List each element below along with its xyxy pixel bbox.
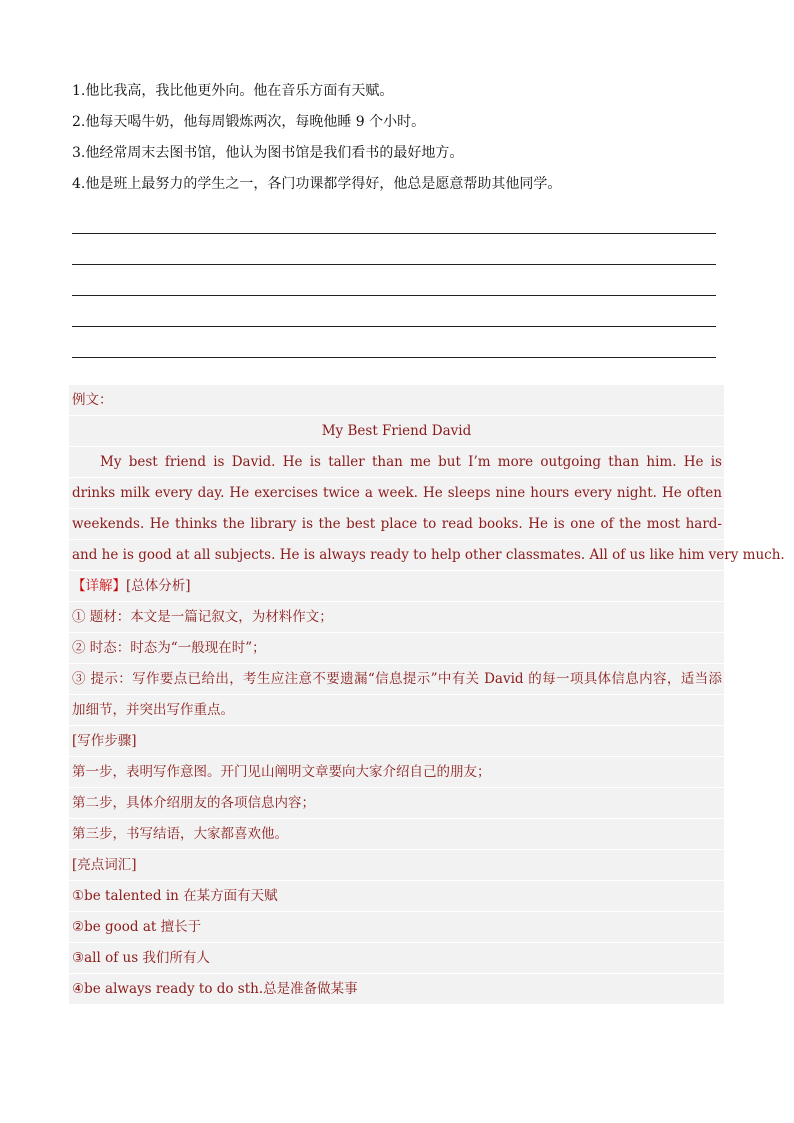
writing-line[interactable] [72, 327, 716, 358]
prompt-item-1: 1.他比我高，我比他更外向。他在音乐方面有天赋。 [72, 83, 394, 99]
vocab-item-2: ②be good at 擅长于 [69, 912, 724, 943]
step-3: 第三步，书写结语，大家都喜欢他。 [69, 819, 724, 850]
analysis-item-3: ③ 提示：写作要点已给出，考生应注意不要遗漏“信息提示”中有关 David 的每一项具体信息内容，适当添 [69, 664, 724, 695]
vocab-heading: [亮点词汇] [69, 850, 724, 881]
prompt-list [72, 76, 722, 200]
writing-line[interactable] [72, 265, 716, 296]
essay-title: My Best Friend David [69, 416, 724, 447]
vocab-item-1: ①be talented in 在某方面有天赋 [69, 881, 724, 912]
essay-line-4: and he is good at all subjects. He is always ready to help other classmates. All of us like him very much. [69, 540, 724, 571]
steps-heading: [写作步骤] [69, 726, 724, 757]
vocab-item-4: ④be always ready to do sth.总是准备做某事 [69, 974, 724, 1005]
essay-line-1: My best friend is David. He is taller than me but I’m more outgoing than him. He is [69, 447, 724, 478]
analysis-item-2: ② 时态：时态为“一般现在时”； [69, 633, 724, 664]
prompt-item-2: 2.他每天喝牛奶，他每周锻炼两次，每晚他睡 9 个小时。 [72, 114, 426, 130]
vocab-item-3: ③all of us 我们所有人 [69, 943, 724, 974]
writing-lines [72, 203, 716, 389]
detail-heading-row [69, 571, 724, 602]
writing-line[interactable] [72, 203, 716, 234]
answer-section [69, 385, 785, 1005]
essay-line-2: drinks milk every day. He exercises twice a week. He sleeps nine hours every night. He often [69, 478, 724, 509]
prompt-item-3: 3.他经常周末去图书馆，他认为图书馆是我们看书的最好地方。 [72, 145, 464, 161]
overall-heading: [总体分析] [126, 578, 191, 594]
example-label: 例文： [69, 385, 724, 416]
detail-tag: 【详解】 [72, 578, 126, 594]
essay-line-3: weekends. He thinks the library is the best place to read books. He is one of the most hard- [69, 509, 724, 540]
step-2: 第二步，具体介绍朋友的各项信息内容； [69, 788, 724, 819]
analysis-item-3-cont: 加细节，并突出写作重点。 [69, 695, 724, 726]
prompt-item-4: 4.他是班上最努力的学生之一，各门功课都学得好，他总是愿意帮助其他同学。 [72, 176, 562, 192]
analysis-item-1: ① 题材：本文是一篇记叙文，为材料作文； [69, 602, 724, 633]
writing-line[interactable] [72, 234, 716, 265]
writing-line[interactable] [72, 296, 716, 327]
step-1: 第一步，表明写作意图。开门见山阐明文章要向大家介绍自己的朋友； [69, 757, 724, 788]
